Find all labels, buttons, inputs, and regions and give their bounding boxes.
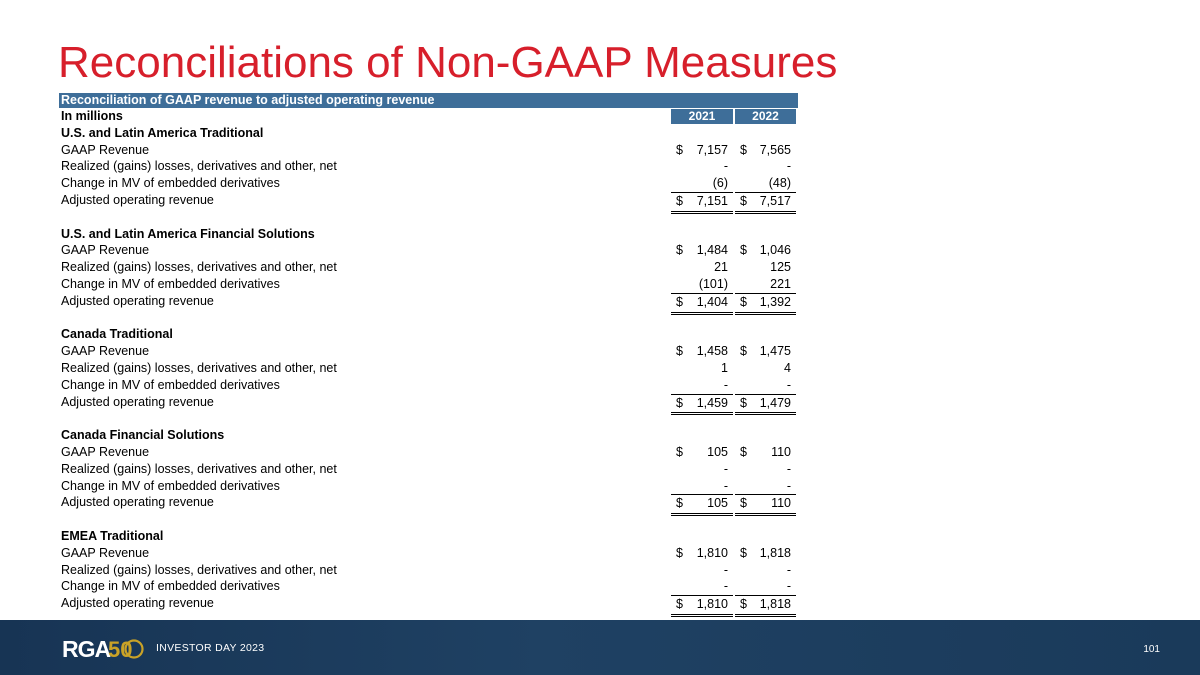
row-label: Adjusted operating revenue (61, 192, 214, 207)
value-number: 1,475 (759, 344, 791, 359)
value-number: 7,151 (696, 193, 728, 208)
value-cell-2022 (735, 158, 796, 175)
value-number: - (723, 461, 728, 476)
value-number: 4 (784, 360, 791, 375)
value-number: 1,458 (696, 344, 728, 359)
value-number: - (786, 579, 791, 594)
event-label: INVESTOR DAY 2023 (156, 642, 265, 654)
dollar-sign: $ (676, 444, 683, 459)
value-number: 110 (771, 444, 791, 459)
value-cell-2022 (735, 595, 796, 613)
value-cell-2021 (671, 242, 733, 259)
table-body (59, 125, 798, 612)
value-number: 7,517 (759, 193, 791, 208)
table-row (59, 461, 798, 478)
section-row (59, 226, 798, 243)
value-cell-2022 (735, 444, 796, 461)
row-label: Realized (gains) losses, derivatives and other, net (61, 360, 337, 375)
value-cell-2021 (671, 494, 733, 512)
table-row (59, 562, 798, 579)
dollar-sign: $ (740, 444, 747, 459)
value-number: - (723, 562, 728, 577)
value-cell-2022 (735, 377, 796, 394)
row-label: Change in MV of embedded derivatives (61, 478, 280, 493)
value-number: 105 (707, 496, 728, 511)
value-cell-2022 (735, 142, 796, 159)
dollar-sign: $ (740, 142, 747, 157)
dollar-sign: $ (740, 344, 747, 359)
section-label: EMEA Traditional (61, 528, 164, 543)
value-cell-2021 (671, 276, 733, 293)
dollar-sign: $ (676, 496, 683, 511)
logo-50-icon (108, 637, 144, 661)
value-number: 1,818 (759, 545, 791, 560)
value-number: - (723, 579, 728, 594)
value-cell-2021 (671, 343, 733, 360)
value-cell-2021 (671, 461, 733, 478)
table-row (59, 578, 798, 595)
dollar-sign: $ (676, 344, 683, 359)
value-cell-2022 (735, 242, 796, 259)
table-row (59, 259, 798, 276)
table-row (59, 478, 798, 495)
value-cell-2021 (671, 545, 733, 562)
value-number: - (723, 159, 728, 174)
row-label: GAAP Revenue (61, 444, 150, 459)
table-header: Reconciliation of GAAP revenue to adjusted operating revenue (59, 93, 798, 108)
value-cell-2022 (735, 562, 796, 579)
row-label: GAAP Revenue (61, 545, 150, 560)
dollar-sign: $ (676, 294, 683, 309)
logo-50-text: 50 (108, 637, 133, 661)
total-row (59, 394, 798, 411)
table-row (59, 142, 798, 159)
value-number: 1,810 (696, 545, 728, 560)
spacer-row (59, 209, 798, 226)
logo-text: RGA (62, 636, 111, 662)
value-number: - (786, 377, 791, 392)
dollar-sign: $ (676, 545, 683, 560)
dollar-sign: $ (676, 142, 683, 157)
dollar-sign: $ (676, 243, 683, 258)
value-cell-2021 (671, 175, 733, 192)
value-cell-2022 (735, 360, 796, 377)
value-number: (101) (698, 276, 728, 291)
table-row (59, 242, 798, 259)
section-label: U.S. and Latin America Traditional (61, 125, 264, 140)
value-cell-2021 (671, 142, 733, 159)
value-cell-2021 (671, 394, 733, 412)
value-cell-2021 (671, 259, 733, 276)
value-cell-2022 (735, 276, 796, 293)
value-cell-2021 (671, 192, 733, 210)
dollar-sign: $ (676, 395, 683, 410)
row-label: Adjusted operating revenue (61, 596, 214, 611)
section-label: Canada Financial Solutions (61, 428, 225, 443)
value-cell-2022 (735, 175, 796, 192)
total-row (59, 293, 798, 310)
value-cell-2021 (671, 444, 733, 461)
section-row (59, 427, 798, 444)
value-number: - (786, 562, 791, 577)
table-row (59, 360, 798, 377)
value-number: 1,046 (759, 243, 791, 258)
value-cell-2022 (735, 478, 796, 495)
section-row (59, 326, 798, 343)
value-number: - (786, 159, 791, 174)
page-title: Reconciliations of Non-GAAP Measures (58, 38, 838, 87)
year-header-2022: 2022 (735, 109, 796, 124)
table-row (59, 377, 798, 394)
value-cell-2022 (735, 461, 796, 478)
dollar-sign: $ (740, 395, 747, 410)
value-cell-2021 (671, 158, 733, 175)
table-row (59, 444, 798, 461)
row-label: Change in MV of embedded derivatives (61, 377, 280, 392)
spacer-row (59, 310, 798, 327)
row-label: Realized (gains) losses, derivatives and other, net (61, 461, 337, 476)
value-number: 1,479 (759, 395, 791, 410)
table-row (59, 175, 798, 192)
row-label: Realized (gains) losses, derivatives and other, net (61, 562, 337, 577)
value-number: 1 (721, 360, 728, 375)
value-cell-2022 (735, 293, 796, 311)
value-cell-2021 (671, 562, 733, 579)
dollar-sign: $ (676, 193, 683, 208)
table-row (59, 276, 798, 293)
value-number: 1,404 (696, 294, 728, 309)
value-cell-2021 (671, 478, 733, 495)
value-number: 7,157 (696, 142, 728, 157)
dollar-sign: $ (740, 597, 747, 612)
value-cell-2021 (671, 360, 733, 377)
value-number: - (786, 478, 791, 493)
value-cell-2022 (735, 545, 796, 562)
value-number: 21 (714, 260, 728, 275)
row-label: Change in MV of embedded derivatives (61, 579, 280, 594)
footer-bar (0, 620, 1200, 675)
value-number: 105 (707, 444, 728, 459)
row-label: GAAP Revenue (61, 142, 150, 157)
value-number: - (786, 461, 791, 476)
table-row (59, 545, 798, 562)
value-number: 1,818 (759, 597, 791, 612)
value-cell-2022 (735, 192, 796, 210)
total-row (59, 494, 798, 511)
row-label: Change in MV of embedded derivatives (61, 176, 280, 191)
table-row (59, 158, 798, 175)
section-row (59, 528, 798, 545)
value-cell-2022 (735, 394, 796, 412)
dollar-sign: $ (740, 243, 747, 258)
dollar-sign: $ (740, 545, 747, 560)
value-number: 1,810 (696, 597, 728, 612)
table-row (59, 343, 798, 360)
value-number: 1,459 (696, 395, 728, 410)
section-row (59, 125, 798, 142)
section-label: Canada Traditional (61, 327, 173, 342)
value-number: - (723, 377, 728, 392)
total-row (59, 192, 798, 209)
section-label: U.S. and Latin America Financial Solutions (61, 226, 315, 241)
value-cell-2022 (735, 578, 796, 595)
value-cell-2022 (735, 494, 796, 512)
value-number: 125 (770, 260, 791, 275)
value-number: 1,392 (759, 294, 791, 309)
dollar-sign: $ (740, 496, 747, 511)
reconciliation-table (59, 93, 798, 612)
page-number: 101 (1143, 644, 1160, 655)
value-cell-2021 (671, 293, 733, 311)
dollar-sign: $ (740, 294, 747, 309)
units-label: In millions (61, 109, 123, 123)
value-number: 7,565 (759, 142, 791, 157)
value-number: (6) (712, 176, 728, 191)
value-number: 221 (770, 276, 791, 291)
value-cell-2021 (671, 595, 733, 613)
value-number: 110 (771, 496, 791, 511)
row-label: Realized (gains) losses, derivatives and other, net (61, 260, 337, 275)
row-label: Adjusted operating revenue (61, 394, 214, 409)
row-label: GAAP Revenue (61, 344, 150, 359)
dollar-sign: $ (740, 193, 747, 208)
value-cell-2021 (671, 578, 733, 595)
spacer-row (59, 511, 798, 528)
year-header-2021: 2021 (671, 109, 733, 124)
value-number: 1,484 (696, 243, 728, 258)
total-row (59, 595, 798, 612)
row-label: Change in MV of embedded derivatives (61, 276, 280, 291)
units-row (59, 108, 798, 125)
row-label: Adjusted operating revenue (61, 495, 214, 510)
dollar-sign: $ (676, 597, 683, 612)
value-number: - (723, 478, 728, 493)
value-cell-2022 (735, 343, 796, 360)
value-cell-2022 (735, 259, 796, 276)
row-label: Realized (gains) losses, derivatives and other, net (61, 159, 337, 174)
spacer-row (59, 410, 798, 427)
value-cell-2021 (671, 377, 733, 394)
value-number: (48) (768, 176, 791, 191)
row-label: GAAP Revenue (61, 243, 150, 258)
row-label: Adjusted operating revenue (61, 293, 214, 308)
